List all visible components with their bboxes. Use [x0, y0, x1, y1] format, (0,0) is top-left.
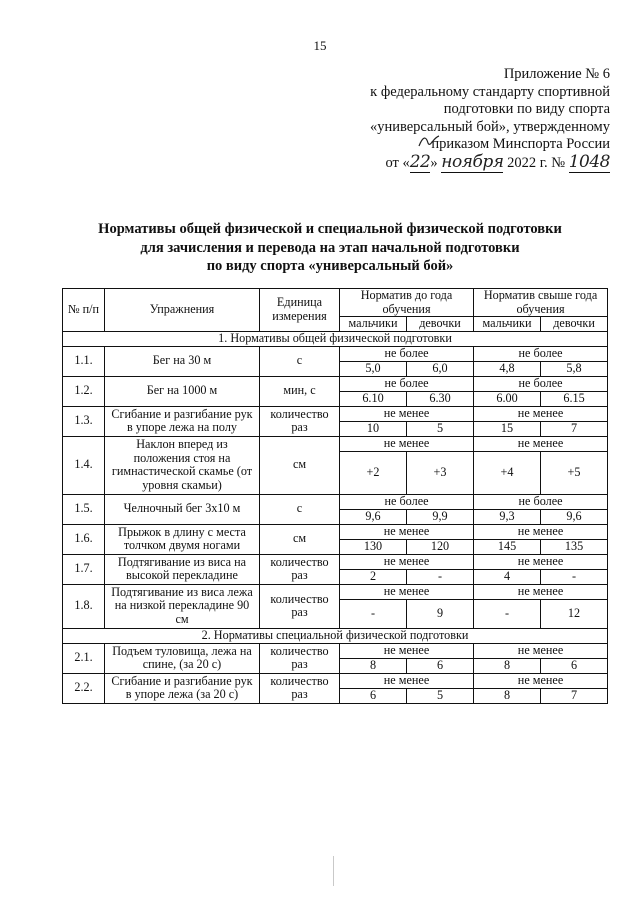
header-exercise: Упражнения [105, 289, 260, 332]
row-condition-before: не менее [340, 643, 474, 658]
value-before-girls: 6,0 [407, 361, 474, 376]
value-before-boys: 6 [340, 688, 407, 703]
header-num: № п/п [63, 289, 105, 332]
row-unit: количество раз [260, 584, 340, 628]
appendix-line: подготовки по виду спорта [443, 101, 610, 118]
value-before-boys: 130 [340, 539, 407, 554]
header-before-year: Норматив до года обучения [340, 289, 474, 317]
table-row [63, 584, 608, 599]
row-number: 1.2. [63, 376, 105, 406]
row-unit: количество раз [260, 673, 340, 703]
row-unit: количество раз [260, 643, 340, 673]
date-year: 2022 г. № [503, 154, 569, 171]
document-title [60, 220, 600, 276]
value-before-girls: 9,9 [407, 509, 474, 524]
table-row [63, 643, 608, 658]
appendix-date-line [320, 151, 610, 173]
value-before-boys: 8 [340, 658, 407, 673]
row-number: 1.8. [63, 584, 105, 628]
table-row [63, 673, 608, 688]
table-row [63, 406, 608, 421]
row-condition-after: не более [474, 376, 608, 391]
row-number: 2.1. [63, 643, 105, 673]
row-number: 1.4. [63, 436, 105, 494]
norms-table [62, 288, 608, 704]
row-number: 1.1. [63, 346, 105, 376]
table-row [63, 436, 608, 451]
appendix-line: приказом Минспорта России [431, 136, 610, 153]
header-girls: девочки [407, 317, 474, 332]
row-exercise: Подтягивание из виса на высокой перекладине [105, 554, 260, 584]
row-condition-after: не менее [474, 643, 608, 658]
appendix-header [320, 66, 610, 173]
title-line: Нормативы общей физической и специальной физической подготовки [98, 221, 562, 237]
table-row [63, 524, 608, 539]
appendix-line: Приложение № 6 [503, 66, 610, 82]
row-condition-before: не менее [340, 406, 474, 421]
value-before-girls: 9 [407, 599, 474, 628]
value-after-boys: 8 [474, 658, 541, 673]
appendix-line: «универсальный бой», утвержденному [369, 118, 610, 135]
signature-mark-icon [418, 134, 440, 148]
value-after-girls: +5 [541, 451, 608, 494]
row-unit: количество раз [260, 554, 340, 584]
header-after-year: Норматив свыше года обучения [474, 289, 608, 317]
row-condition-before: не более [340, 346, 474, 361]
table-row [63, 346, 608, 361]
date-sep: » [430, 154, 442, 171]
header-boys: мальчики [474, 317, 541, 332]
value-after-girls: - [541, 569, 608, 584]
value-after-girls: 135 [541, 539, 608, 554]
row-number: 1.7. [63, 554, 105, 584]
title-line: по виду спорта «универсальный бой» [206, 258, 454, 274]
value-before-boys: - [340, 599, 407, 628]
appendix-line: к федеральному стандарту спортивной [370, 83, 610, 100]
row-condition-before: не более [340, 376, 474, 391]
header-girls: девочки [541, 317, 608, 332]
scan-artifact [333, 856, 334, 886]
row-condition-before: не более [340, 494, 474, 509]
value-before-girls: 6 [407, 658, 474, 673]
value-before-boys: 10 [340, 421, 407, 436]
value-after-boys: 8 [474, 688, 541, 703]
row-condition-after: не более [474, 346, 608, 361]
row-condition-before: не менее [340, 554, 474, 569]
value-after-boys: 4,8 [474, 361, 541, 376]
date-prefix: от « [385, 154, 410, 171]
handwritten-month: ноября [441, 151, 504, 172]
row-number: 1.3. [63, 406, 105, 436]
section-title: 1. Нормативы общей физической подготовки [63, 331, 608, 346]
header-unit: Единица измерения [260, 289, 340, 332]
row-condition-after: не менее [474, 673, 608, 688]
table-row [63, 494, 608, 509]
section-row [63, 331, 608, 346]
value-before-boys: 6.10 [340, 391, 407, 406]
value-after-boys: 9,3 [474, 509, 541, 524]
row-condition-after: не более [474, 494, 608, 509]
row-number: 1.5. [63, 494, 105, 524]
row-condition-before: не менее [340, 673, 474, 688]
row-unit: см [260, 436, 340, 494]
value-after-girls: 12 [541, 599, 608, 628]
value-after-boys: 145 [474, 539, 541, 554]
value-before-boys: 5,0 [340, 361, 407, 376]
table-row [63, 554, 608, 569]
row-exercise: Наклон вперед из положения стоя на гимнастической скамье (от уровня скамьи) [105, 436, 260, 494]
row-unit: количество раз [260, 406, 340, 436]
row-condition-after: не менее [474, 406, 608, 421]
value-before-boys: 2 [340, 569, 407, 584]
header-boys: мальчики [340, 317, 407, 332]
section-row [63, 628, 608, 643]
row-unit: см [260, 524, 340, 554]
handwritten-order-number: 1048 [568, 151, 610, 172]
value-after-boys: 6.00 [474, 391, 541, 406]
row-exercise: Подъем туловища, лежа на спине, (за 20 с) [105, 643, 260, 673]
row-number: 1.6. [63, 524, 105, 554]
row-condition-after: не менее [474, 554, 608, 569]
row-condition-after: не менее [474, 436, 608, 451]
value-after-boys: 4 [474, 569, 541, 584]
value-after-girls: 7 [541, 688, 608, 703]
value-after-girls: 5,8 [541, 361, 608, 376]
value-before-boys: 9,6 [340, 509, 407, 524]
value-after-girls: 9,6 [541, 509, 608, 524]
row-exercise: Сгибание и разгибание рук в упоре лежа на полу [105, 406, 260, 436]
row-exercise: Сгибание и разгибание рук в упоре лежа (за 20 с) [105, 673, 260, 703]
value-after-boys: +4 [474, 451, 541, 494]
row-number: 2.2. [63, 673, 105, 703]
page-number: 15 [313, 38, 327, 53]
value-before-girls: 5 [407, 688, 474, 703]
row-exercise: Бег на 30 м [105, 346, 260, 376]
value-before-girls: - [407, 569, 474, 584]
value-before-girls: 120 [407, 539, 474, 554]
table-row [63, 376, 608, 391]
row-condition-after: не менее [474, 584, 608, 599]
row-exercise: Челночный бег 3х10 м [105, 494, 260, 524]
value-after-boys: - [474, 599, 541, 628]
row-exercise: Подтягивание из виса лежа на низкой перекладине 90 см [105, 584, 260, 628]
value-after-girls: 7 [541, 421, 608, 436]
row-condition-before: не менее [340, 436, 474, 451]
row-condition-before: не менее [340, 524, 474, 539]
value-before-girls: +3 [407, 451, 474, 494]
value-before-girls: 5 [407, 421, 474, 436]
value-after-girls: 6.15 [541, 391, 608, 406]
value-after-boys: 15 [474, 421, 541, 436]
row-unit: мин, с [260, 376, 340, 406]
row-condition-before: не менее [340, 584, 474, 599]
row-unit: с [260, 494, 340, 524]
value-before-girls: 6.30 [407, 391, 474, 406]
norms-table-body [63, 331, 608, 703]
row-unit: с [260, 346, 340, 376]
handwritten-day: 22 [409, 151, 431, 172]
value-before-boys: +2 [340, 451, 407, 494]
row-exercise: Бег на 1000 м [105, 376, 260, 406]
row-exercise: Прыжок в длину с места толчком двумя ногами [105, 524, 260, 554]
title-line: для зачисления и перевода на этап начальной подготовки [140, 239, 520, 256]
row-condition-after: не менее [474, 524, 608, 539]
value-after-girls: 6 [541, 658, 608, 673]
section-title: 2. Нормативы специальной физической подготовки [63, 628, 608, 643]
